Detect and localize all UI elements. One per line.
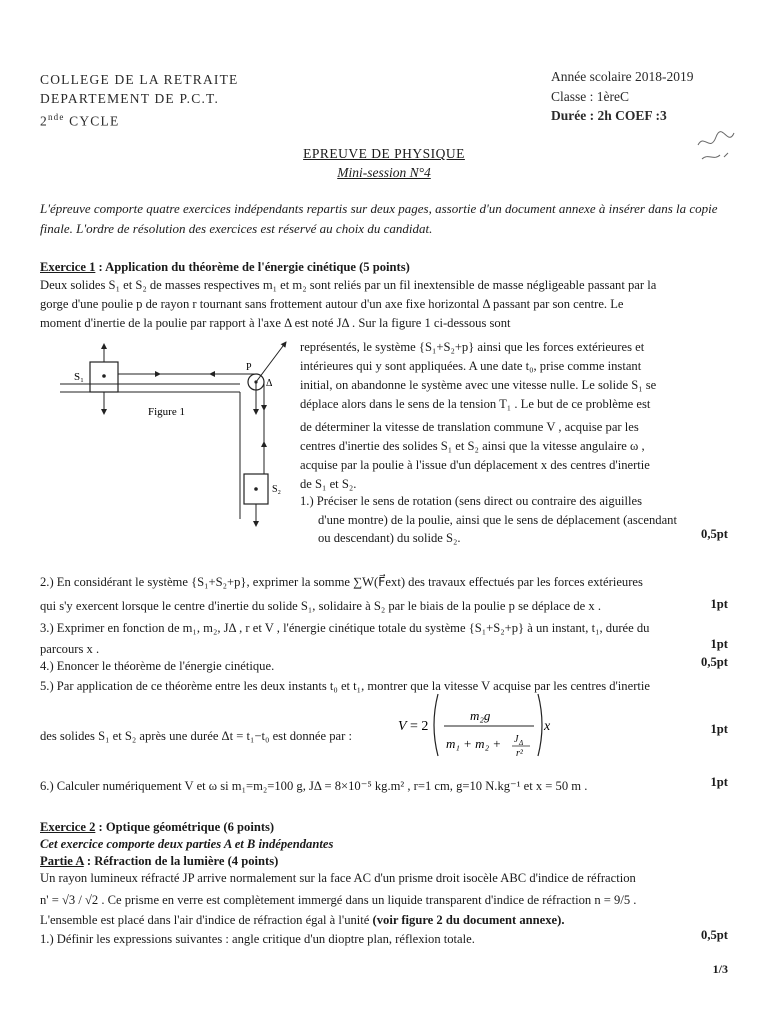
page-number: 1/3 [712, 962, 728, 976]
svg-text:m₁ + m₂ +: m₁ + m₂ + [446, 736, 502, 751]
label-s1: S₁ [74, 371, 84, 383]
ex1-p3: moment d'inertie de la poulie par rapport à l'axe Δ est noté JΔ . Sur la figure 1 ci-dessous sont [40, 316, 511, 330]
intro-text: L'épreuve comporte quatre exercices indépendants repartis sur deux pages, assortie d'un document annexe à insérer dans la copie finale. L'ordre de résolution des exercices est réservé au choix du candidat. [40, 201, 718, 236]
duration-coef: Durée : 2h COEF :3 [551, 108, 667, 123]
svg-text:x: x [544, 719, 551, 734]
ex1-q6-points: 1pt [710, 775, 728, 789]
svg-text:m₂g: m₂g [470, 708, 491, 723]
ex2-l3: L'ensemble est placé dans l'air d'indice de réfraction égal à l'unité (voir figure 2 du document annexe). [40, 913, 565, 927]
svg-text:Δ: Δ [519, 739, 524, 747]
school-year: Année scolaire 2018-2019 [551, 69, 694, 84]
ex2-q1: 1.) Définir les expressions suivantes : angle critique d'un dioptre plan, réflexion totale. [40, 932, 475, 946]
label-s2: S₂ [272, 484, 282, 495]
ex2-heading: Exercice 2 : Optique géométrique (6 points) [40, 820, 275, 834]
figure-caption: Figure 1 [148, 406, 185, 418]
ex1-q2a: 2.) En considérant le système {S₁+S₂+p}, exprimer la somme ∑W(F⃗ext) des travaux effectués par les forces extérieures [40, 575, 643, 589]
ex1-q3a: 3.) Exprimer en fonction de m₁, m₂, JΔ , r et V , l'énergie cinétique totale du système {S₁+S₂+p} à un instant, t₁, durée du [40, 621, 650, 635]
ex1-r4: déplace alors dans le sens de la tension T₁ . Le but de ce problème est [300, 397, 651, 411]
cycle: 2nde CYCLE [40, 112, 120, 129]
svg-text:V: V [398, 719, 407, 734]
ex1-q1-points: 0,5pt [701, 527, 728, 541]
ex1-q2-points: 1pt [710, 597, 728, 611]
school-name: COLLEGE DE LA RETRAITE [40, 72, 239, 87]
label-delta: Δ [266, 378, 273, 389]
ex2-l2: n' = √3 / √2 . Ce prisme en verre est complètement immergé dans un liquide transparent d'indice de réfraction n = 9/5 . [40, 893, 637, 907]
ex1-q3b: parcours x . [40, 642, 100, 656]
ex2-sub: Cet exercice comporte deux parties A et B indépendantes [40, 837, 334, 851]
partA-heading: Partie A : Réfraction de la lumière (4 points) [40, 854, 279, 868]
ex1-q4-points: 0,5pt [701, 655, 728, 669]
ex1-q4: 4.) Enoncer le théorème de l'énergie cinétique. [40, 659, 275, 673]
svg-text:J: J [514, 734, 519, 745]
ex1-q1c: ou descendant) du solide S₂. [318, 531, 461, 545]
ex1-q5a: 5.) Par application de ce théorème entre les deux instants t₀ et t₁, montrer que la vitesse V acquise par les centres d'inertie [40, 679, 650, 693]
figure-1 [60, 334, 300, 534]
label-p: P [246, 362, 252, 373]
ex2-l1: Un rayon lumineux réfracté JP arrive normalement sur la face AC d'un prisme droit isocèle ABC d'indice de réfraction [40, 871, 636, 885]
svg-text:r²: r² [516, 748, 523, 759]
ex2-q1-points: 0,5pt [701, 928, 728, 942]
ex1-r3: initial, on abandonne le système avec une vitesse nulle. Le solide S₁ se [300, 378, 657, 392]
ex1-p1: Deux solides S₁ et S₂ de masses respectives m₁ et m₂ sont reliés par un fil inextensible de masse négligeable passant par la [40, 278, 657, 292]
ex1-q5b: des solides S₁ et S₂ après une durée Δt = t₁−t₀ est donnée par : [40, 729, 352, 743]
department: DEPARTEMENT DE P.C.T. [40, 91, 220, 106]
ex1-r5: de déterminer la vitesse de translation commune V , acquise par les [300, 420, 639, 434]
ex1-r8: de S₁ et S₂. [300, 477, 357, 491]
exam-title: EPREUVE DE PHYSIQUE [303, 146, 465, 161]
class: Classe : 1èreC [551, 89, 629, 104]
exam-subtitle: Mini-session N°4 [337, 165, 431, 180]
ex1-r2: intérieures qui y sont appliquées. A une date t₀, prise comme instant [300, 359, 642, 373]
ex1-p2: gorge d'une poulie p de rayon r tournant sans frottement autour d'un axe fixe horizontal Δ passant par son centre. Le [40, 297, 624, 311]
ex1-q3-points: 1pt [710, 637, 728, 651]
ex1-q1b: d'une montre) de la poulie, ainsi que le sens de déplacement (ascendant [318, 513, 677, 527]
ex1-r1: représentés, le système {S₁+S₂+p} ainsi que les forces extérieures et [300, 340, 645, 354]
ex1-r6: centres d'inertie des solides S₁ et S₂ ainsi que la vitesse angulaire ω , [300, 439, 645, 453]
ex1-heading: Exercice 1 : Application du théorème de l'énergie cinétique (5 points) [40, 260, 410, 274]
svg-text:= 2: = 2 [410, 719, 429, 734]
ex1-q6: 6.) Calculer numériquement V et ω si m₁=m₂=100 g, JΔ = 8×10⁻⁵ kg.m² , r=1 cm, g=10 N.kg⁻¹ et x = 50 m . [40, 779, 588, 793]
ex1-r7: acquise par la poulie à l'issue d'un déplacement x des centres d'inertie [300, 458, 650, 472]
ex1-q5-points: 1pt [710, 722, 728, 736]
ex1-q1a: 1.) Préciser le sens de rotation (sens direct ou contraire des aiguilles [300, 494, 643, 508]
ex1-q2b: qui s'y exercent lorsque le centre d'inertie du solide S₁, solidaire à S₂ par le biais de la poulie p se déplace de x . [40, 599, 601, 613]
velocity-formula [398, 688, 558, 762]
